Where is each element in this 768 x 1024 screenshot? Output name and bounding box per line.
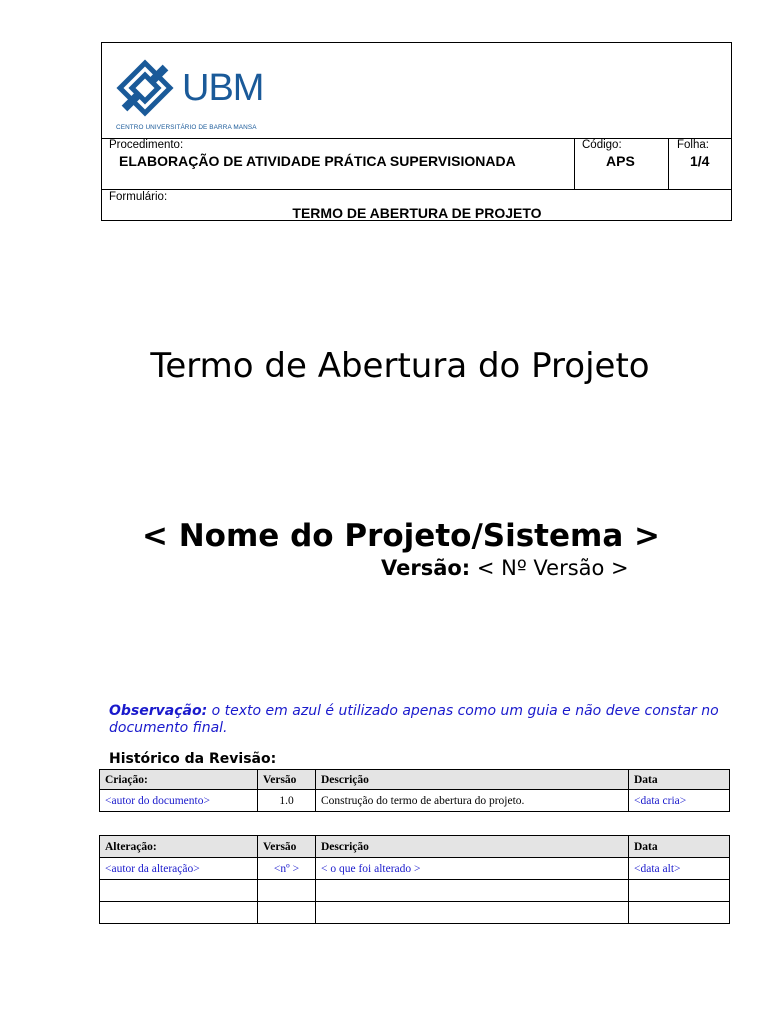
observation-label: Observação: <box>109 703 208 719</box>
logo-subtitle: CENTRO UNIVERSITÁRIO DE BARRA MANSA <box>116 124 257 131</box>
table-cell-description: < o que foi alterado > <box>316 858 629 880</box>
table-cell-description <box>316 902 629 924</box>
document-title: Termo de Abertura do Projeto <box>150 346 650 386</box>
header-divider <box>102 138 731 139</box>
ubm-logo-icon <box>116 59 174 117</box>
table-header-cell: Versão <box>258 836 316 858</box>
table-cell-date: <data cria> <box>629 790 730 812</box>
table-cell-version <box>258 902 316 924</box>
codigo-value: APS <box>606 153 635 169</box>
folha-label: Folha: <box>677 139 709 151</box>
table-cell-author: <autor do documento> <box>100 790 258 812</box>
table-cell-date: <data alt> <box>629 858 730 880</box>
table-row <box>100 880 730 902</box>
table-row <box>100 790 730 812</box>
version-value: < Nº Versão > <box>470 556 629 580</box>
table-header-cell: Alteração: <box>100 836 258 858</box>
table-cell-version: 1.0 <box>258 790 316 812</box>
table-cell-version: <nº > <box>258 858 316 880</box>
observation-text: o texto em azul é utilizado apenas como um guia e não deve constar no documento final. <box>109 703 719 736</box>
creation-table <box>99 769 730 812</box>
table-cell-author <box>100 880 258 902</box>
table-cell-date <box>629 902 730 924</box>
table-header-cell: Data <box>629 836 730 858</box>
project-name: < Nome do Projeto/Sistema > <box>141 518 661 554</box>
procedimento-label: Procedimento: <box>109 139 184 151</box>
table-header-row <box>100 836 730 858</box>
table-header-cell: Descrição <box>316 770 629 790</box>
table-header-cell: Descrição <box>316 836 629 858</box>
table-cell-description <box>316 880 629 902</box>
header-divider <box>574 138 575 189</box>
table-row <box>100 858 730 880</box>
table-header-cell: Data <box>629 770 730 790</box>
table-cell-version <box>258 880 316 902</box>
alteration-table <box>99 835 730 924</box>
header-divider <box>102 189 731 190</box>
codigo-label: Código: <box>582 139 622 151</box>
formulario-label: Formulário: <box>109 191 168 203</box>
procedimento-value: ELABORAÇÃO DE ATIVIDADE PRÁTICA SUPERVISIONADA <box>119 153 516 169</box>
table-row <box>100 902 730 924</box>
table-cell-description: Construção do termo de abertura do projeto. <box>316 790 629 812</box>
document-header <box>101 42 732 221</box>
revision-history-title: Histórico da Revisão: <box>109 751 277 767</box>
observation-note <box>109 703 719 737</box>
table-header-cell: Criação: <box>100 770 258 790</box>
version-label: Versão: <box>381 556 471 580</box>
header-divider <box>668 138 669 189</box>
table-cell-author: <autor da alteração> <box>100 858 258 880</box>
version-line <box>381 556 629 580</box>
logo-name: UBM <box>182 67 264 109</box>
table-header-cell: Versão <box>258 770 316 790</box>
folha-value: 1/4 <box>690 153 710 169</box>
table-cell-author <box>100 902 258 924</box>
table-header-row <box>100 770 730 790</box>
formulario-value: TERMO DE ABERTURA DE PROJETO <box>292 205 542 221</box>
table-cell-date <box>629 880 730 902</box>
